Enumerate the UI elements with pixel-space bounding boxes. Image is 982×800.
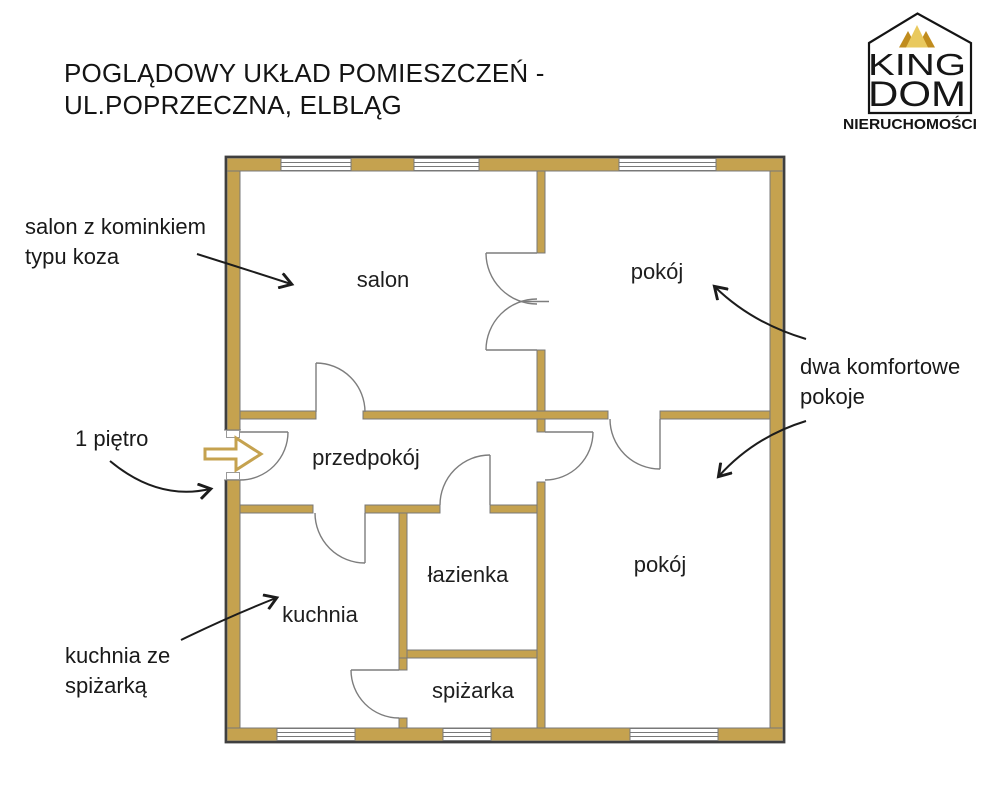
door-pokoj-dolny — [545, 432, 593, 480]
door-salon — [316, 363, 365, 412]
note-floor-line1: 1 piętro — [75, 426, 149, 451]
page-title — [64, 57, 545, 121]
note-salon — [25, 212, 206, 272]
door-lazienka — [440, 455, 490, 505]
arrow-rooms-note-down — [719, 421, 806, 476]
note-salon-line1: salon z kominkiem — [25, 214, 206, 239]
window — [443, 729, 491, 741]
note-rooms — [800, 352, 960, 412]
window — [414, 159, 479, 171]
window — [277, 729, 355, 741]
room-label-kuchnia: kuchnia — [282, 602, 358, 627]
window — [619, 159, 716, 171]
window — [281, 159, 351, 171]
walls — [227, 158, 783, 741]
room-label-lazienka: łazienka — [427, 562, 509, 587]
note-floor — [75, 424, 148, 454]
page-title-line2: UL.POPRZECZNA, ELBLĄG — [64, 90, 402, 120]
note-kitchen-line2: spiżarką — [65, 673, 147, 698]
logo — [843, 14, 977, 134]
logo-text-king: KING — [868, 47, 966, 82]
window — [630, 729, 718, 741]
room-label-pokoj-gorny: pokój — [630, 259, 684, 284]
logo-subtitle: NIERUCHOMOŚCI — [843, 116, 973, 133]
note-rooms-line2: pokoje — [800, 384, 865, 409]
room-label-salon: salon — [356, 267, 410, 292]
doors — [240, 253, 660, 718]
double-door-salon-pokoj — [486, 253, 549, 350]
note-rooms-line1: dwa komfortowe — [800, 354, 961, 379]
arrow-floor-note — [110, 461, 210, 492]
arrow-rooms-note-up — [715, 287, 806, 339]
note-salon-line2: typu koza — [25, 244, 120, 269]
room-label-przedpokoj: przedpokój — [312, 445, 420, 470]
note-kitchen-line1: kuchnia ze — [65, 643, 171, 668]
logo-text-dom: DOM — [868, 75, 966, 114]
note-kitchen — [65, 641, 170, 701]
page-title-line1: POGLĄDOWY UKŁAD POMIESZCZEŃ - — [64, 58, 545, 88]
door-spizarka — [351, 670, 399, 718]
room-label-pokoj-dolny: pokój — [633, 552, 687, 577]
arrow-salon-note — [197, 254, 291, 284]
door-kuchnia — [315, 513, 365, 563]
room-label-spizarka: spiżarka — [432, 678, 514, 703]
door-pokoj-gorny — [610, 419, 660, 469]
